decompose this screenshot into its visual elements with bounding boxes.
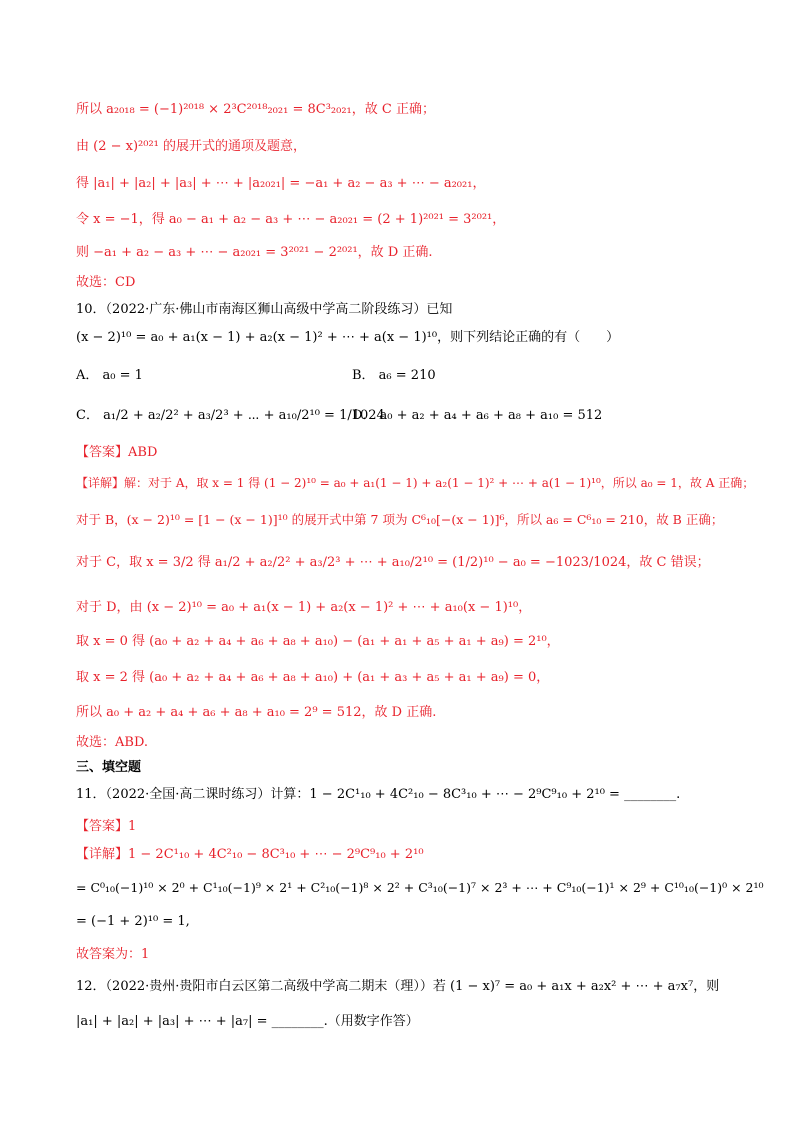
detail-line: 【详解】1 − 2C¹₁₀ + 4C²₁₀ − 8C³₁₀ + ⋯ − 2⁹C⁹₁₀ + 2¹⁰ <box>76 847 424 862</box>
answer-final: 故答案为：1 <box>76 947 150 962</box>
question-11-title: 11．（2022·全国·高二课时练习）计算：1 − 2C¹₁₀ + 4C²₁₀ − 8C³₁₀ + ⋯ − 2⁹C⁹₁₀ + 2¹⁰ = ________. <box>76 787 681 802</box>
answer-label: 【答案】1 <box>76 819 137 834</box>
detail-line: = (−1 + 2)¹⁰ = 1, <box>76 914 190 929</box>
option-d: D． a₀ + a₂ + a₄ + a₆ + a₈ + a₁₀ = 512 <box>352 408 603 423</box>
detail-line: 【详解】解：对于 A，取 x = 1 得 (1 − 2)¹⁰ = a₀ + a₁(1 − 1) + a₂(1 − 1)² + ⋯ + a(1 − 1)¹⁰，所以 a₀ = 1，故 A 正确； <box>76 476 755 490</box>
solution-line: 令 x = −1，得 a₀ − a₁ + a₂ − a₃ + ⋯ − a₂₀₂₁ = (2 + 1)²⁰²¹ = 3²⁰²¹， <box>76 212 506 227</box>
question-12-title: 12．（2022·贵州·贵阳市白云区第二高级中学高二期末（理））若 (1 − x)⁷ = a₀ + a₁x + a₂x² + ⋯ + a₇x⁷，则 <box>76 979 720 994</box>
option-b: B． a₆ = 210 <box>352 368 436 383</box>
solution-line: 所以 a₂₀₁₈ = (−1)²⁰¹⁸ × 2³C²⁰¹⁸₂₀₂₁ = 8C³₂₀₂₁，故 C 正确； <box>76 102 435 117</box>
question-10-title: 10．（2022·广东·佛山市南海区狮山高级中学高二阶段练习）已知 <box>76 302 453 317</box>
answer-choice: 故选：CD <box>76 275 136 290</box>
detail-line: 对于 D，由 (x − 2)¹⁰ = a₀ + a₁(x − 1) + a₂(x − 1)² + ⋯ + a₁₀(x − 1)¹⁰， <box>76 600 532 615</box>
solution-line: 则 −a₁ + a₂ − a₃ + ⋯ − a₂₀₂₁ = 3²⁰²¹ − 2²⁰²¹，故 D 正确. <box>76 245 433 260</box>
option-a: A． a₀ = 1 <box>76 368 143 383</box>
solution-line: 由 (2 − x)²⁰²¹ 的展开式的通项及题意， <box>76 139 307 154</box>
detail-line: 所以 a₀ + a₂ + a₄ + a₆ + a₈ + a₁₀ = 2⁹ = 512，故 D 正确. <box>76 705 437 720</box>
question-10-equation: (x − 2)¹⁰ = a₀ + a₁(x − 1) + a₂(x − 1)² + ⋯ + a(x − 1)¹⁰，则下列结论正确的有（ ） <box>76 330 620 345</box>
solution-line: 得 |a₁| + |a₂| + |a₃| + ⋯ + |a₂₀₂₁| = −a₁ + a₂ − a₃ + ⋯ − a₂₀₂₁， <box>76 176 486 191</box>
detail-line: 取 x = 0 得 (a₀ + a₂ + a₄ + a₆ + a₈ + a₁₀) − (a₁ + a₁ + a₅ + a₁ + a₉) = 2¹⁰， <box>76 634 560 649</box>
detail-line: 对于 C，取 x = 3/2 得 a₁/2 + a₂/2² + a₃/2³ + ⋯ + a₁₀/2¹⁰ = (1/2)¹⁰ − a₀ = −1023/1024，故 C 错误； <box>76 555 710 570</box>
question-12-blank: |a₁| + |a₂| + |a₃| + ⋯ + |a₇| = ________.（用数字作答） <box>76 1014 419 1029</box>
option-c: C． a₁/2 + a₂/2² + a₃/2³ + ⋯ + a₁₀/2¹⁰ = 1/1024 <box>76 408 385 423</box>
detail-line: 取 x = 2 得 (a₀ + a₂ + a₄ + a₆ + a₈ + a₁₀) + (a₁ + a₃ + a₅ + a₁ + a₉) = 0， <box>76 670 550 685</box>
answer-choice: 故选：ABD. <box>76 735 149 750</box>
answer-label: 【答案】ABD <box>76 445 158 460</box>
detail-line: 对于 B，(x − 2)¹⁰ = [1 − (x − 1)]¹⁰ 的展开式中第 7 项为 C⁶₁₀[−(x − 1)]⁶，所以 a₆ = C⁶₁₀ = 210，故 B 正确； <box>76 512 724 527</box>
detail-line: = C⁰₁₀(−1)¹⁰ × 2⁰ + C¹₁₀(−1)⁹ × 2¹ + C²₁₀(−1)⁸ × 2² + C³₁₀(−1)⁷ × 2³ + ⋯ + C⁹₁₀(−1)¹ × 2⁹ + C¹⁰₁₀(−1)⁰ × 2¹⁰ <box>76 880 764 895</box>
section-heading: 三、填空题 <box>76 760 142 775</box>
